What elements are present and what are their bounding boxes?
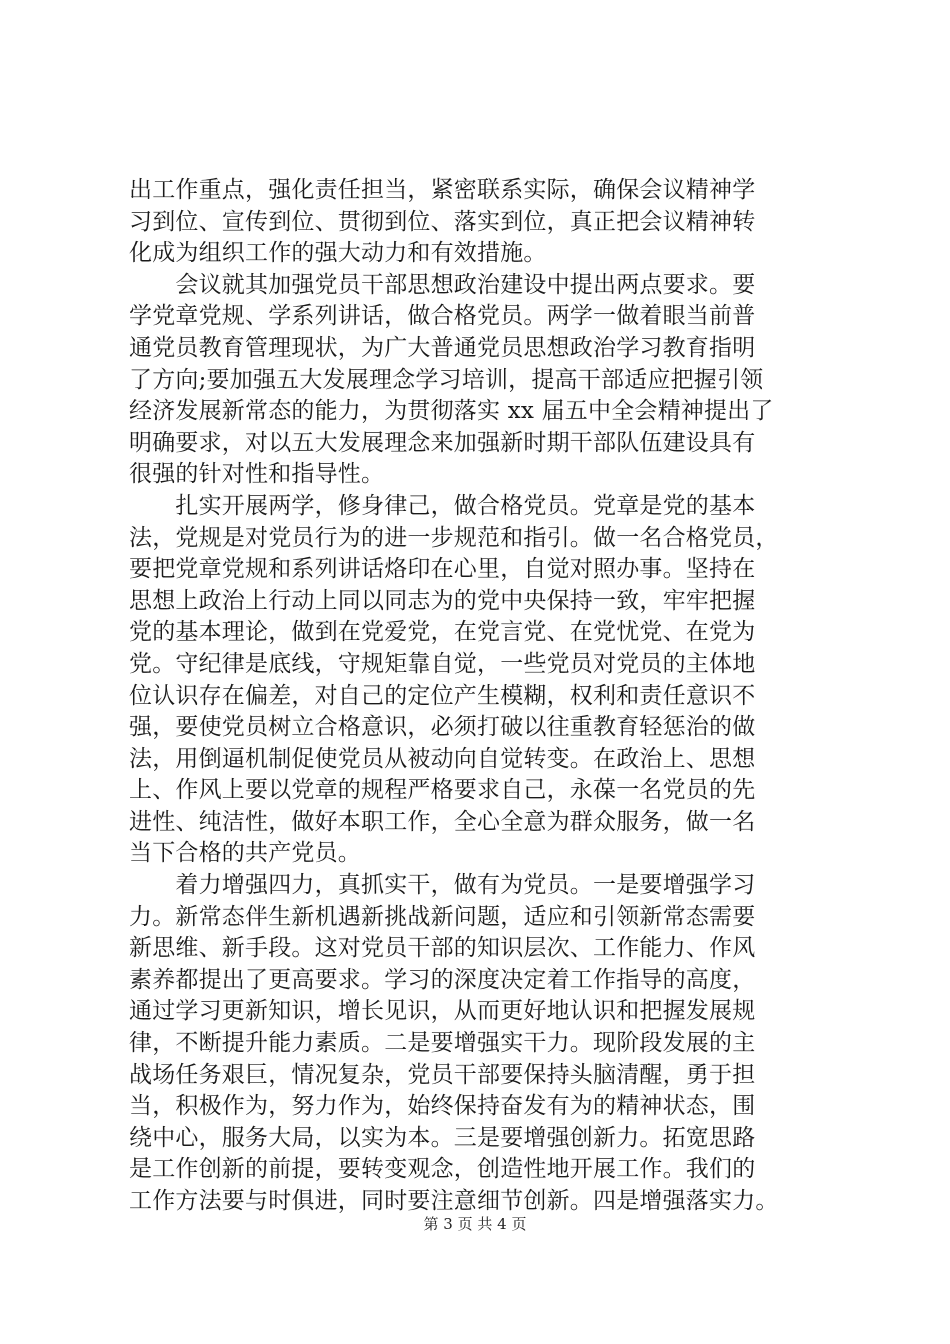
text-line: 经济发展新常态的能力，为贯彻落实 xx 届五中全会精神提出了 <box>129 398 774 425</box>
text-line: 党的基本理论，做到在党爱党，在党言党、在党忧党、在党为 <box>129 619 756 646</box>
text-line: 新思维、新手段。这对党员干部的知识层次、工作能力、作风 <box>129 935 756 962</box>
text-line: 位认识存在偏差，对自己的定位产生模糊，权利和责任意识不 <box>129 682 756 709</box>
text-line: 法，用倒逼机制促使党员从被动向自觉转变。在政治上、思想 <box>129 745 756 772</box>
text-line: 化成为组织工作的强大动力和有效措施。 <box>129 240 547 267</box>
text-line: 绕中心，服务大局，以实为本。三是要增强创新力。拓宽思路 <box>129 1124 756 1151</box>
text-line: 习到位、宣传到位、贯彻到位、落实到位，真正把会议精神转 <box>129 208 756 235</box>
text-line: 战场任务艰巨，情况复杂，党员干部要保持头脑清醒，勇于担 <box>129 1061 756 1088</box>
body-text <box>129 175 825 1218</box>
text-line: 出工作重点，强化责任担当，紧密联系实际，确保会议精神学 <box>129 177 756 203</box>
text-line: 进性、纯洁性，做好本职工作，全心全意为群众服务，做一名 <box>129 808 756 835</box>
text-line: 当下合格的共产党员。 <box>129 840 361 867</box>
text-line: 法，党规是对党员行为的进一步规范和指引。做一名合格党员， <box>129 524 779 551</box>
page-footer: 第 3 页 共 4 页 <box>423 1215 527 1233</box>
text-line: 很强的针对性和指导性。 <box>129 461 385 488</box>
text-line: 着力增强四力，真抓实干，做有为党员。一是要增强学习 <box>129 872 756 899</box>
text-line: 工作方法要与时俱进，同时要注意细节创新。四是增强落实力。 <box>129 1188 779 1214</box>
text-line: 素养都提出了更高要求。学习的深度决定着工作指导的高度， <box>129 966 756 993</box>
text-line: 通过学习更新知识，增长见识，从而更好地认识和把握发展规 <box>129 998 756 1025</box>
text-line: 学党章党规、学系列讲话，做合格党员。两学一做着眼当前普 <box>129 303 756 330</box>
text-line: 党。守纪律是底线，守规矩靠自觉，一些党员对党员的主体地 <box>129 650 756 677</box>
text-line: 通党员教育管理现状，为广大普通党员思想政治学习教育指明 <box>129 334 756 361</box>
text-line: 律，不断提升能力素质。二是要增强实干力。现阶段发展的主 <box>129 1030 756 1057</box>
text-line: 当，积极作为，努力作为，始终保持奋发有为的精神状态，围 <box>129 1093 756 1120</box>
text-line: 上、作风上要以党章的规程严格要求自己，永葆一名党员的先 <box>129 777 756 804</box>
text-line: 会议就其加强党员干部思想政治建设中提出两点要求。要 <box>129 271 756 298</box>
text-line: 力。新常态伴生新机遇新挑战新问题，适应和引领新常态需要 <box>129 903 756 930</box>
text-line: 是工作创新的前提，要转变观念，创造性地开展工作。我们的 <box>129 1156 756 1183</box>
text-line: 明确要求，对以五大发展理念来加强新时期干部队伍建设具有 <box>129 429 756 456</box>
text-line: 要把党章党规和系列讲话烙印在心里，自觉对照办事。坚持在 <box>129 556 756 583</box>
text-line: 强，要使党员树立合格意识，必须打破以往重教育轻惩治的做 <box>129 714 756 741</box>
text-line: 思想上政治上行动上同以同志为的党中央保持一致，牢牢把握 <box>129 587 756 614</box>
text-line: 扎实开展两学，修身律己，做合格党员。党章是党的基本 <box>129 492 756 519</box>
text-line: 了方向;要加强五大发展理念学习培训，提高干部适应把握引领 <box>129 366 764 393</box>
